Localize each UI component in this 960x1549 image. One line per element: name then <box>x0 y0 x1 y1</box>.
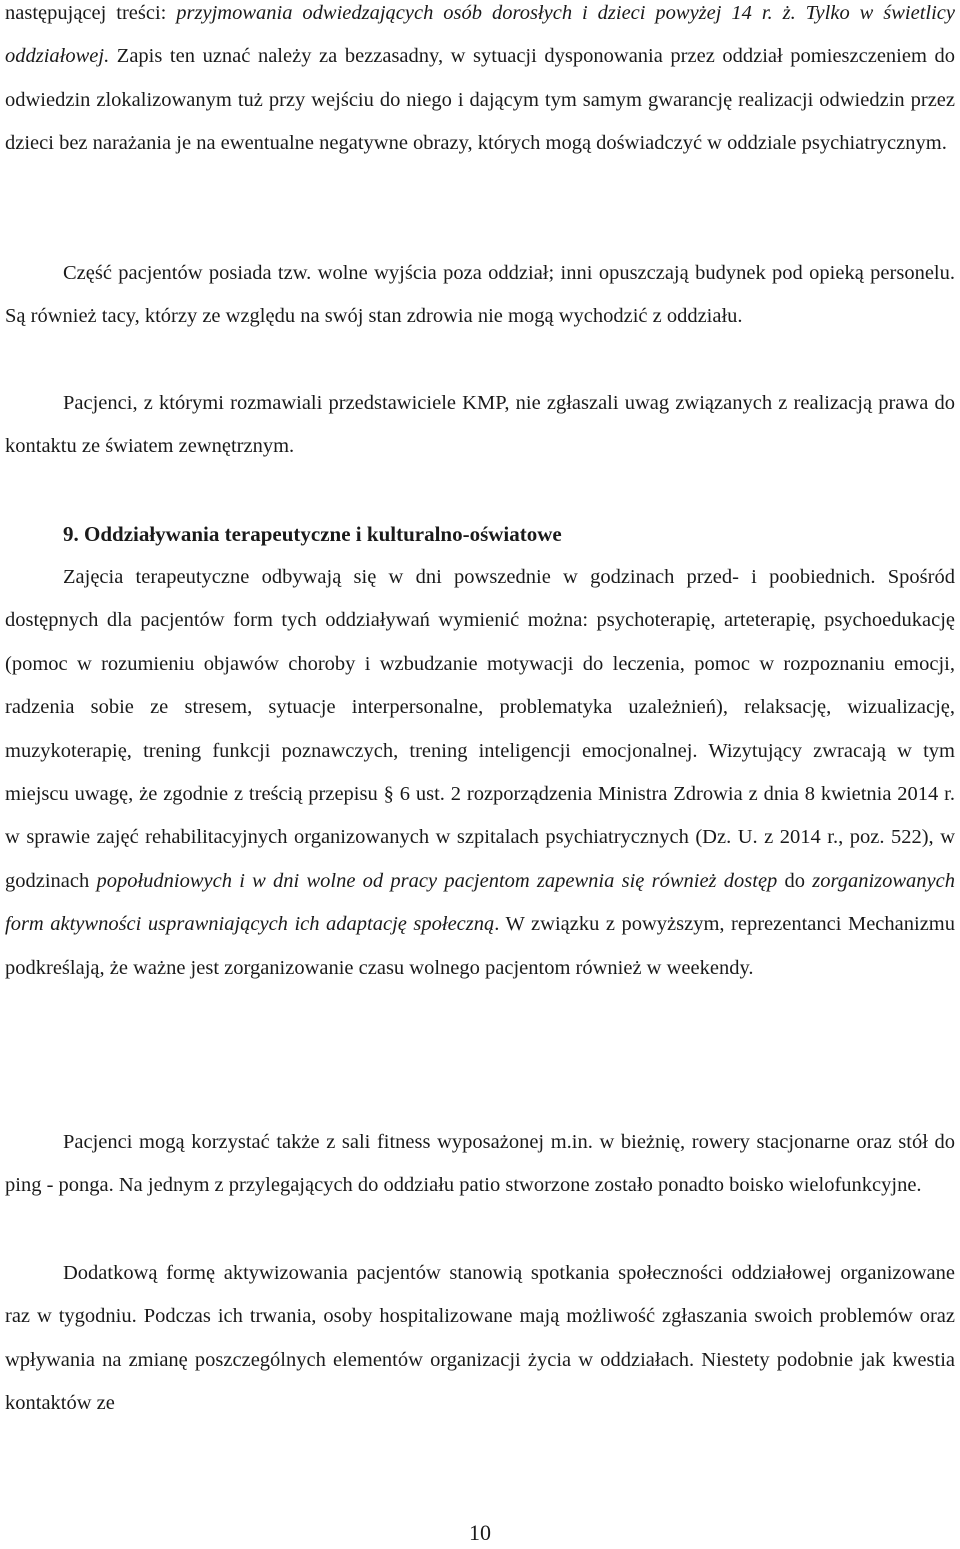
page-number: 10 <box>469 1520 491 1545</box>
section-heading: 9. Oddziaływania terapeutyczne i kulturalno-oświatowe <box>63 522 562 546</box>
paragraph-no-remarks: Pacjenci, z którymi rozmawiali przedstawiciele KMP, nie zgłaszali uwag związanych z realizacją prawa do kontaktu ze światem zewnętrznym. <box>5 392 955 458</box>
paragraph-community: Dodatkową formę aktywizowania pacjentów stanowią spotkania społeczności oddziałowej organizowane raz w tygodniu. Podczas ich trwania, osoby hospitalizowane mają możliwość zgłaszania swoich problemów oraz wpływania na zmianę poszczególnych elementów organizacji życia w oddziałach. Niestety podobnie jak kwestia kontaktów ze <box>5 1262 955 1415</box>
paragraph-therapy <box>5 556 955 990</box>
paragraph-visits-quote: przyjmowania odwiedzających osób dorosłych i dzieci powyżej 14 r. ż. Tylko w świetlicy oddziałowej. <box>5 2 955 68</box>
paragraph-visits-text-a: następującej treści: <box>5 2 177 24</box>
paragraph-therapy-text-a: Zajęcia terapeutyczne odbywają się w dni powszednie w godzinach przed- i poobiednich. Spośród dostępnych dla pacjentów form tych oddziaływań wymienić można: psychoterapię, arteterapię, psychoedukację (pomoc w rozumieniu objawów choroby i wzbudzanie motywacji do leczenia, pomoc w rozpoznaniu emocji, radzenia sobie ze stresem, sytuacje interpersonalne, problematyka uzależnień), relaksację, wizualizację, muzykoterapię, trening funkcji poznawczych, trening inteligencji emocjonalnej. Wizytujący zwracają w tym miejscu uwagę, że zgodnie z treścią przepisu § 6 ust. 2 rozporządzenia Ministra Zdrowia z dnia 8 kwietnia 2014 r. w sprawie zajęć rehabilitacyjnych organizowanych w szpitalach psychiatrycznych (Dz. U. z 2014 r., poz. 522), w godzinach <box>5 566 955 892</box>
paragraph-visits-text-c: Zapis ten uznać należy za bezzasadny, w sytuacji dysponowania przez oddział pomieszczeniem do odwiedzin zlokalizowanym tuż przy wejściu do niego i dającym tym samym gwarancję realizacji odwiedzin przez dzieci bez narażania je na ewentualne negatywne obrazy, których mogą doświadczyć w oddziale psychiatrycznym. <box>5 45 955 155</box>
paragraph-therapy-quote-1: popołudniowych i w dni wolne od pracy pacjentom zapewnia się również dostęp <box>96 869 778 892</box>
paragraph-visits <box>5 0 955 166</box>
paragraph-therapy-text-c: do <box>777 869 813 892</box>
paragraph-therapy-text-e: . W związku z powyższym, reprezentanci Mechanizmu podkreślają, że ważne jest zorganizowanie czasu wolnego pacjentom również w weekendy. <box>5 913 955 979</box>
paragraph-fitness: Pacjenci mogą korzystać także z sali fitness wyposażonej m.in. w bieżnię, rowery stacjonarne oraz stół do ping - ponga. Na jednym z przylegających do oddziału patio stworzone zostało ponadto boisko wielofunkcyjne. <box>5 1131 955 1197</box>
paragraph-exits: Część pacjentów posiada tzw. wolne wyjścia poza oddział; inni opuszczają budynek pod opieką personelu. Są również tacy, którzy ze względu na swój stan zdrowia nie mogą wychodzić z oddziału. <box>5 262 955 328</box>
paragraph-therapy-quote-2: zorganizowanych form aktywności usprawniających ich adaptację społeczną <box>5 869 956 936</box>
